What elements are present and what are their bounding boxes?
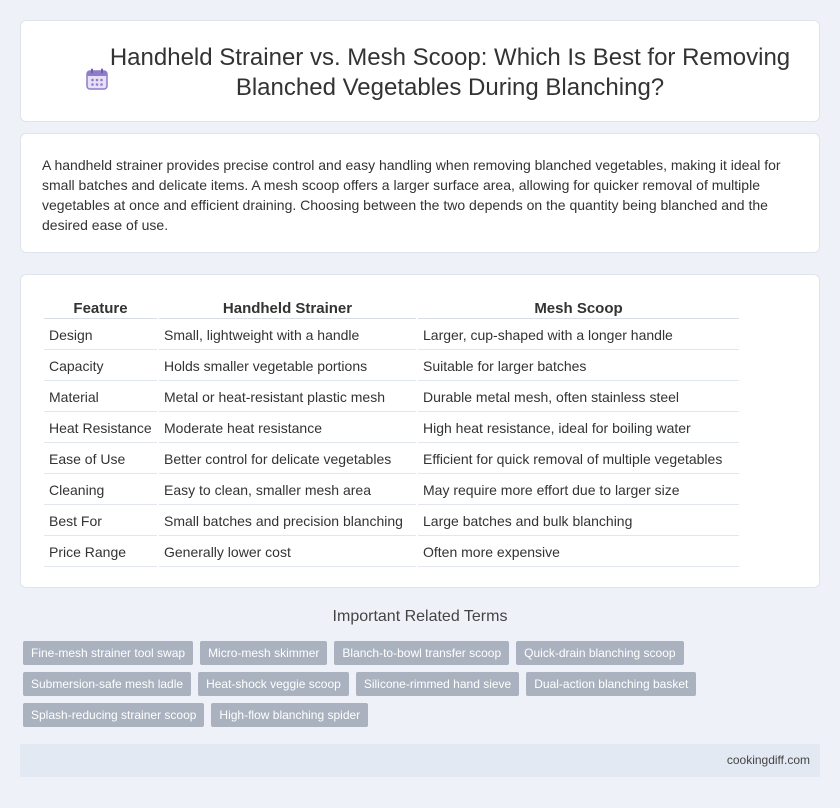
feature-cell: Heat Resistance: [44, 414, 157, 443]
column-header-handheld-strainer: Handheld Strainer: [159, 297, 416, 319]
table-header-row: [44, 297, 739, 319]
strainer-cell: Better control for delicate vegetables: [159, 445, 416, 474]
feature-cell: Best For: [44, 507, 157, 536]
strainer-cell: Small, lightweight with a handle: [159, 321, 416, 350]
feature-cell: Design: [44, 321, 157, 350]
table-row: [44, 383, 739, 412]
column-header-feature: Feature: [44, 297, 157, 319]
strainer-cell: Easy to clean, smaller mesh area: [159, 476, 416, 505]
scoop-cell: May require more effort due to larger size: [418, 476, 739, 505]
related-term-tag[interactable]: Dual-action blanching basket: [526, 672, 696, 696]
footer-site-link[interactable]: cookingdiff.com: [726, 753, 810, 767]
table-row: [44, 321, 739, 350]
scoop-cell: High heat resistance, ideal for boiling water: [418, 414, 739, 443]
feature-cell: Material: [44, 383, 157, 412]
footer: [20, 744, 820, 777]
related-term-tag[interactable]: Quick-drain blanching scoop: [516, 641, 683, 665]
table-row: [44, 352, 739, 381]
related-term-tag[interactable]: Splash-reducing strainer scoop: [23, 703, 204, 727]
related-term-tag[interactable]: Fine-mesh strainer tool swap: [23, 641, 193, 665]
strainer-cell: Metal or heat-resistant plastic mesh: [159, 383, 416, 412]
table-row: [44, 445, 739, 474]
strainer-cell: Holds smaller vegetable portions: [159, 352, 416, 381]
scoop-cell: Suitable for larger batches: [418, 352, 739, 381]
table-row: [44, 414, 739, 443]
feature-cell: Capacity: [44, 352, 157, 381]
table-row: [44, 538, 739, 567]
related-terms-heading: Important Related Terms: [332, 608, 508, 625]
related-term-tag[interactable]: Micro-mesh skimmer: [200, 641, 327, 665]
strainer-cell: Small batches and precision blanching: [159, 507, 416, 536]
scoop-cell: Efficient for quick removal of multiple vegetables: [418, 445, 739, 474]
related-term-tag[interactable]: Blanch-to-bowl transfer scoop: [334, 641, 509, 665]
table-row: [44, 476, 739, 505]
related-term-tag[interactable]: Heat-shock veggie scoop: [198, 672, 349, 696]
related-terms-list: [23, 641, 803, 727]
scoop-cell: Durable metal mesh, often stainless steel: [418, 383, 739, 412]
comparison-card: [20, 274, 820, 588]
column-header-mesh-scoop: Mesh Scoop: [418, 297, 739, 319]
related-term-tag[interactable]: High-flow blanching spider: [211, 703, 368, 727]
scoop-cell: Large batches and bulk blanching: [418, 507, 739, 536]
page-title: Handheld Strainer vs. Mesh Scoop: Which Is Best for Removing Blanched Vegetables During Blanching?: [109, 44, 791, 101]
title-card: [20, 20, 820, 122]
feature-cell: Ease of Use: [44, 445, 157, 474]
feature-cell: Cleaning: [44, 476, 157, 505]
related-term-tag[interactable]: Silicone-rimmed hand sieve: [356, 672, 519, 696]
strainer-cell: Moderate heat resistance: [159, 414, 416, 443]
related-term-tag[interactable]: Submersion-safe mesh ladle: [23, 672, 191, 696]
summary-card: [20, 133, 820, 253]
feature-cell: Price Range: [44, 538, 157, 567]
scoop-cell: Often more expensive: [418, 538, 739, 567]
summary-text: A handheld strainer provides precise control and easy handling when removing blanched vegetables, making it ideal for small batches and delicate items. A mesh scoop offers a larger surface area, allowing for quicker removal of multiple vegetables at once and efficient draining. Choosing between the two depends on the quantity being blanched and the desired ease of use.: [42, 157, 781, 233]
scoop-cell: Larger, cup-shaped with a longer handle: [418, 321, 739, 350]
strainer-cell: Generally lower cost: [159, 538, 416, 567]
table-row: [44, 507, 739, 536]
comparison-table: [42, 295, 741, 569]
